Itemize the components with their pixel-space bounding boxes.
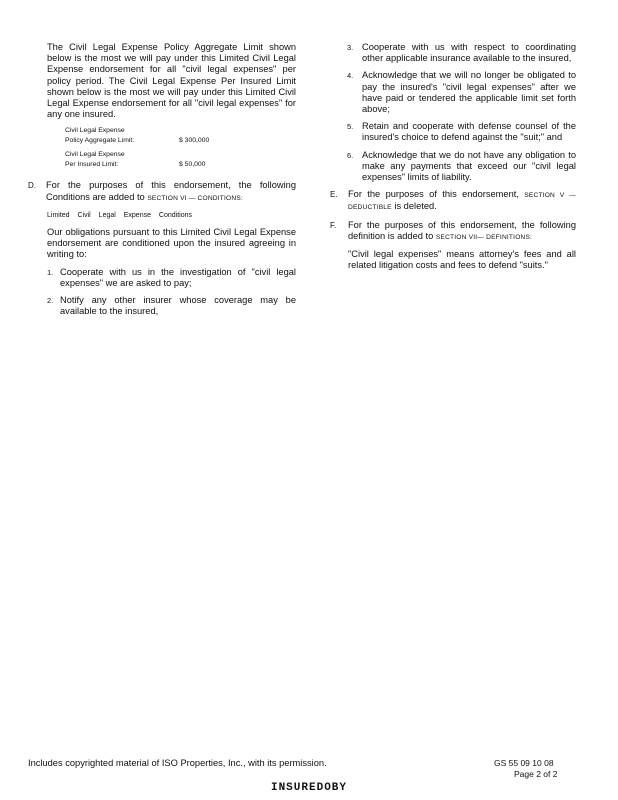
intro-paragraph: The Civil Legal Expense Policy Aggregate Limit shown below is the most we will pay under this Limited Civil Legal Expense endorsement for all "civil legal expenses" per policy period. The Civil Legal Expense Per Insured Limit shown below is the most we will pay under this Limited Civil Legal Expense endorsement for all "civil legal expenses" for any one insured. xyxy=(47,42,296,120)
left-column xyxy=(28,42,296,323)
section-d-text: For the purposes of this endorsement, the following Conditions are added to xyxy=(46,180,296,202)
list-item xyxy=(330,121,576,143)
section-letter: D. xyxy=(28,181,36,191)
schedule-label: Civil Legal Expense Per Insured Limit: xyxy=(65,151,125,169)
list-item xyxy=(28,267,296,289)
copyright-notice: Includes copyrighted material of ISO Properties, Inc., with its permission. xyxy=(28,758,327,768)
section-ref: SECTION VI — CONDITIONS: xyxy=(147,194,243,202)
section-letter: E. xyxy=(330,190,338,200)
list-item xyxy=(330,70,576,115)
section-ref: SECTION VII— DEFINITIONS: xyxy=(435,233,533,241)
section-f xyxy=(330,220,576,243)
item-text: Notify any other insurer whose coverage may be available to the insured, xyxy=(60,295,296,317)
item-text: Acknowledge that we do not have any obligation to make any payments that exceed our "civil legal expenses" limits of liability. xyxy=(362,149,576,183)
section-letter: F. xyxy=(330,220,337,230)
item-number: 4. xyxy=(347,71,354,81)
item-number: 2. xyxy=(47,296,54,306)
section-d xyxy=(28,180,296,203)
conditions-heading: Limited Civil Legal Expense Conditions xyxy=(47,211,193,219)
list-item xyxy=(330,150,576,184)
item-number: 3. xyxy=(347,43,354,52)
right-column xyxy=(330,42,576,277)
item-text: Acknowledge that we will no longer be obligated to pay the insured's "civil legal expenses" after we have paid or tendered the applicable limit set forth above; xyxy=(362,70,576,115)
schedule-value: $ 300,000 xyxy=(179,137,210,145)
limits-schedule xyxy=(65,126,296,174)
schedule-label: Civil Legal Expense Policy Aggregate Limit: xyxy=(65,127,135,145)
form-number: GS 55 09 10 08 xyxy=(494,758,554,768)
item-text: Cooperate with us with respect to coordinating other applicable insurance available to the insured, xyxy=(362,42,576,64)
schedule-value: $ 50,000 xyxy=(179,161,206,169)
bottom-mark: INSUREDOBY xyxy=(270,782,347,794)
list-item xyxy=(330,42,576,64)
item-number: 5. xyxy=(347,122,354,132)
schedule-row-per-insured xyxy=(65,150,296,174)
section-ref: SECTION V — DEDUCTIBLE xyxy=(348,192,576,212)
schedule-row-aggregate xyxy=(65,126,296,150)
page-number: Page 2 of 2 xyxy=(514,769,558,779)
list-item xyxy=(28,295,296,317)
obligations-paragraph: Our obligations pursuant to this Limited Civil Legal Expense endorsement are conditioned upon the insured agreeing in writing to: xyxy=(47,227,296,260)
item-text: Retain and cooperate with defense counsel of the insured's choice to defend against the "suit;" and xyxy=(362,121,576,143)
definition-paragraph: "Civil legal expenses" means attorney's fees and all related litigation costs and fees to defend "suits." xyxy=(348,249,576,271)
item-number: 6. xyxy=(347,150,354,160)
section-f-text: For the purposes of this endorsement, the following definition is added to xyxy=(348,219,576,241)
item-number: 1. xyxy=(47,267,54,277)
section-e xyxy=(330,189,576,213)
form-info xyxy=(494,758,557,780)
section-e-text-after: is deleted. xyxy=(394,201,437,212)
item-text: Cooperate with us in the investigation of "civil legal expenses" we are asked to pay; xyxy=(60,266,296,288)
section-e-text: For the purposes of this endorsement, xyxy=(348,189,519,200)
